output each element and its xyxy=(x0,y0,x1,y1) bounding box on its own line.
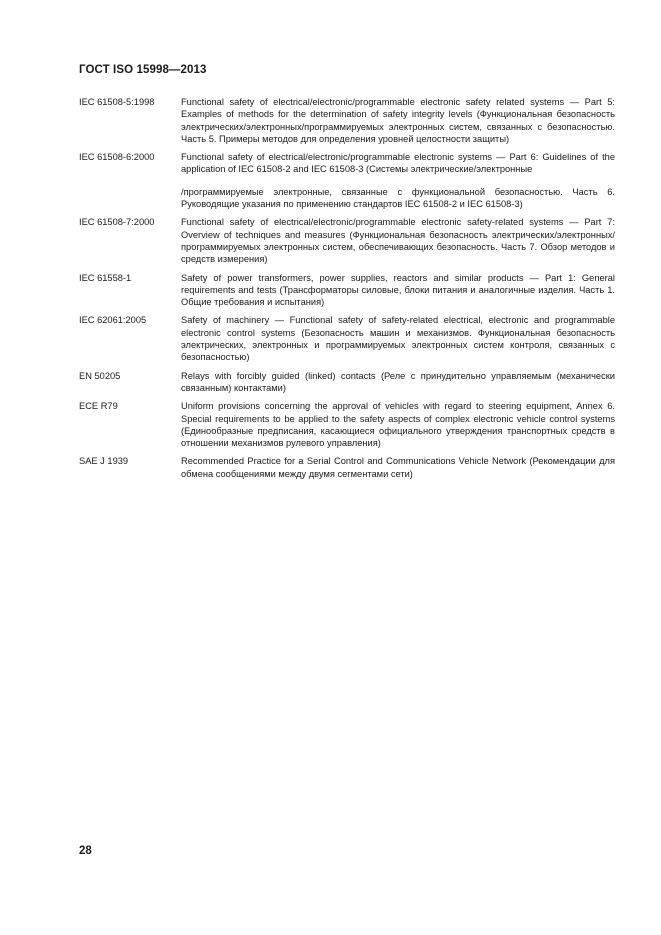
reference-paragraph: Safety of power transformers, power supplies, reactors and similar products — Part 1: General requirements and tests (Трансформаторы силовые, блоки питания и аналогичные изделия. Часть 1. Общие требования и испытания) xyxy=(181,272,615,308)
reference-paragraph: /программируемые электронные, связанные с функциональной безопасностью. Часть 6. Руководящие указания по применению стандартов IEC 61508-2 и IEC 61508-3) xyxy=(181,186,615,210)
reference-entry xyxy=(79,455,615,480)
reference-paragraph: Functional safety of electrical/electronic/programmable electronic safety-related systems — Part 7: Overview of techniques and measures (Функциональная безопасность электрических/электронных/программируемых электронных систем, обеспечивающих безопасность. Часть 7. Обзор методов и средств измерения) xyxy=(181,217,615,265)
document-header: ГОСТ ISO 15998—2013 xyxy=(79,64,207,76)
reference-code: IEC 61508-6:2000 xyxy=(79,152,155,163)
reference-entry xyxy=(79,96,615,145)
reference-paragraph: Safety of machinery — Functional safety of safety-related electrical, electronic and programmable electronic control systems (Безопасность машин и механизмов. Функциональная безопасность электрических, электронных и программируемых электронных систем контроля, связанных с безопасностью) xyxy=(181,315,615,363)
reference-entry xyxy=(79,272,615,309)
reference-code: IEC 62061:2005 xyxy=(79,315,147,326)
reference-entry xyxy=(79,151,615,210)
reference-description xyxy=(181,314,615,363)
reference-entry xyxy=(79,216,615,265)
reference-paragraph: Uniform provisions concerning the approval of vehicles with regard to steering equipment, Annex 6. Special requirements to be applied to the safety aspects of complex electronic vehicle control systems (Единообразные предписания, касающиеся официального утверждения транспортных средств в отношении механизмов рулевого управления) xyxy=(181,401,615,449)
reference-paragraph: Relays with forcibly guided (linked) contacts (Реле с принудительно управляемым (механически связанным) контактами) xyxy=(181,370,615,393)
references-list xyxy=(79,96,615,486)
reference-code: IEC 61508-7:2000 xyxy=(79,217,155,228)
reference-description xyxy=(181,400,615,449)
reference-code: IEC 61508-5:1998 xyxy=(79,97,155,107)
page-number: 28 xyxy=(79,845,92,857)
reference-description xyxy=(181,216,615,265)
reference-entry xyxy=(79,314,615,363)
reference-entry xyxy=(79,370,615,395)
reference-description xyxy=(181,96,615,145)
reference-code: EN 50205 xyxy=(79,370,121,381)
reference-code: IEC 61558-1 xyxy=(79,272,132,283)
reference-paragraph: Functional safety of electrical/electronic/programmable electronic safety related systems — Part 5: Examples of methods for the determination of safety integrity levels (Функциональная безопасность электрических/электронных/программируемых электронных систем, связанных с безопасностью. Часть 5. Примеры методов для определения уровней целостности защиты) xyxy=(181,97,615,144)
reference-paragraph: Functional safety of electrical/electronic/programmable electronic systems — Part 6: Guidelines of the application of IEC 61508-2 and IEC 61508-3 (Системы электрические/электронные xyxy=(181,152,615,175)
reference-description xyxy=(181,455,615,480)
reference-description xyxy=(181,272,615,309)
reference-code: ECE R79 xyxy=(79,401,118,412)
reference-description xyxy=(181,151,615,210)
reference-code: SAE J 1939 xyxy=(79,456,129,467)
reference-entry xyxy=(79,400,615,449)
reference-description xyxy=(181,370,615,395)
reference-paragraph: Recommended Practice for a Serial Control and Communications Vehicle Network (Рекомендации для обмена сообщениями между двумя сегментами сети) xyxy=(181,456,615,479)
